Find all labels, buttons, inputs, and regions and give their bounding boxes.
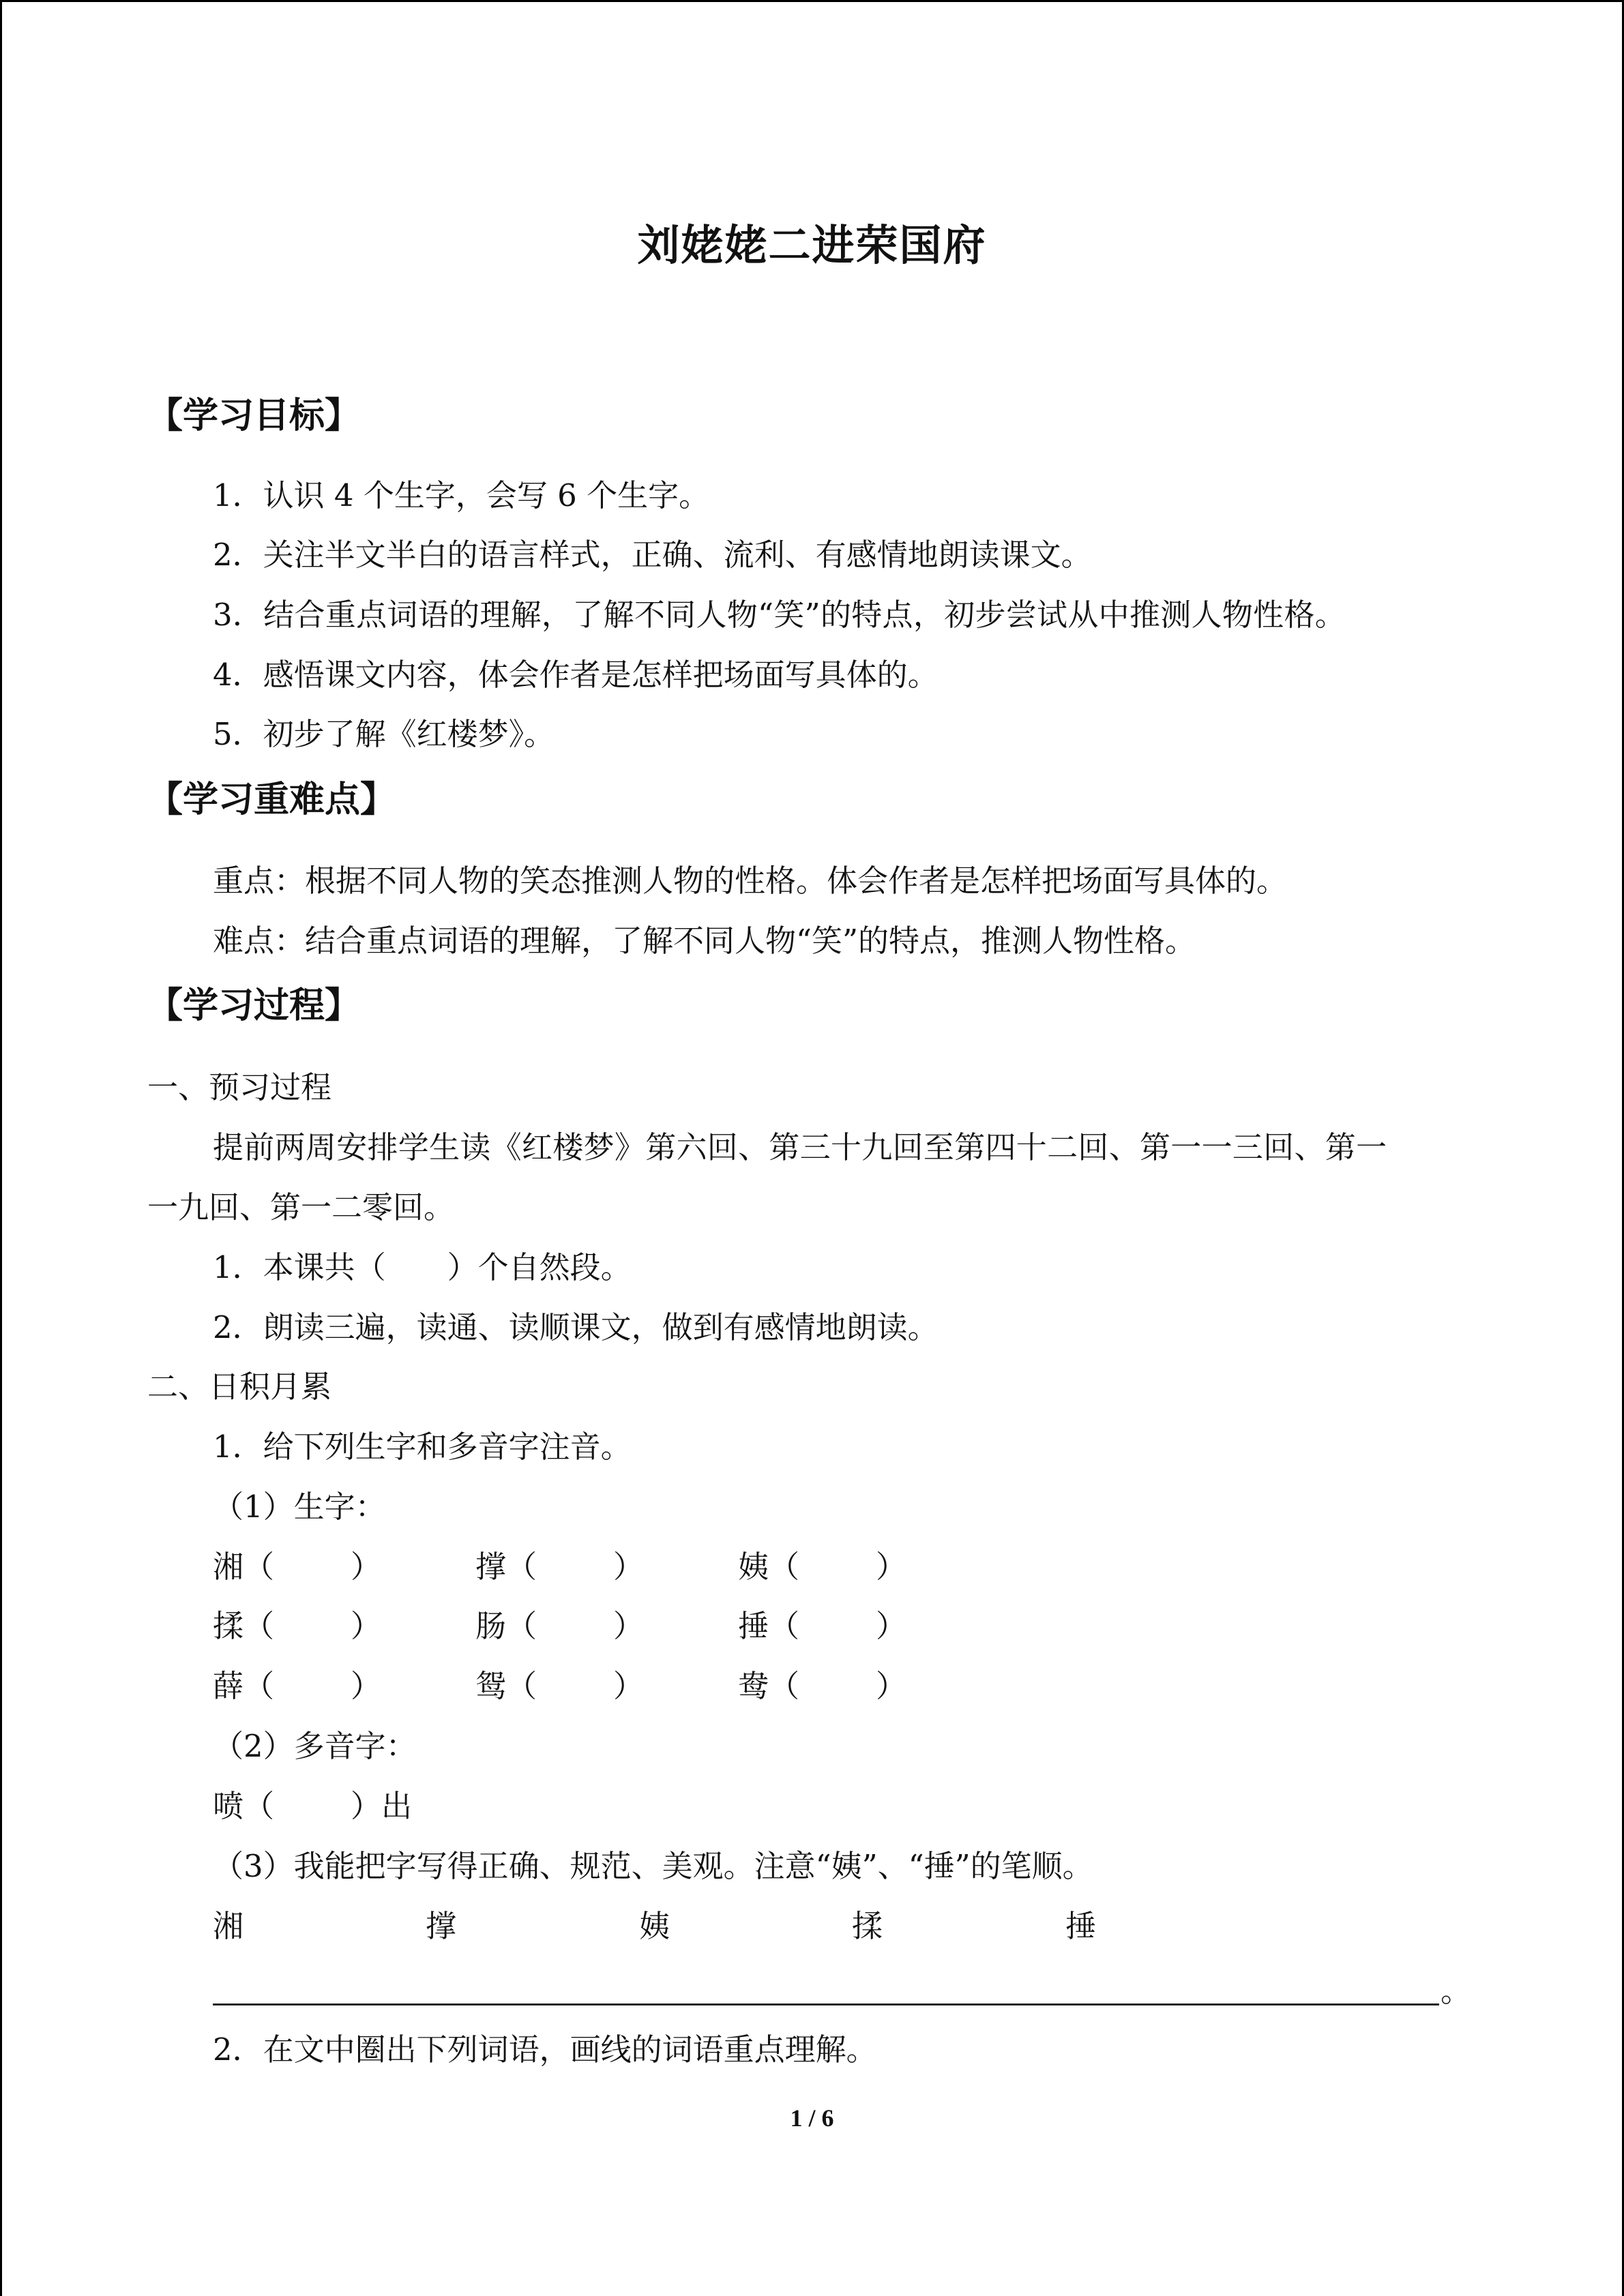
char-row (213, 1666, 963, 1707)
char: 薛 (213, 1668, 244, 1704)
vocab-question: 2．在文中圈出下列词语，画线的词语重点理解。 (213, 2031, 877, 2068)
char-row (213, 1547, 963, 1587)
writing-char: 捶 (1065, 1908, 1097, 1944)
key-point-text: 重点：根据不同人物的笑态推测人物的性格。体会作者是怎样把场面写具体的。 (213, 863, 1288, 899)
char-entry: 薛（ ） (213, 1668, 382, 1704)
objective-item: 3．结合重点词语的理解，了解不同人物“笑”的特点，初步尝试从中推测人物性格。 (213, 597, 1346, 633)
objectives-heading: 【学习目标】 (147, 396, 361, 436)
key-points-heading: 【学习重难点】 (147, 779, 396, 820)
char: 鸳 (475, 1668, 507, 1704)
char-entry: 鸯（ ） (738, 1668, 907, 1704)
page-border-top (0, 0, 1624, 2)
char: 鸯 (738, 1668, 769, 1704)
objective-item: 5．初步了解《红楼梦》。 (213, 716, 555, 752)
objective-item: 2．关注半文半白的语言样式，正确、流利、有感情地朗读课文。 (213, 537, 1092, 573)
writing-char: 湘 (213, 1908, 244, 1944)
char: 肠 (475, 1608, 507, 1644)
difficult-point-text: 难点：结合重点词语的理解，了解不同人物“笑”的特点，推测人物性格。 (213, 923, 1196, 959)
writing-char: 揉 (852, 1908, 883, 1944)
char-entry: 姨（ ） (738, 1549, 907, 1585)
page-title: 刘姥姥二进荣国府 (637, 220, 987, 270)
accumulate-question: 1．给下列生字和多音字注音。 (213, 1429, 632, 1465)
writing-char: 姨 (639, 1908, 670, 1944)
char: 湘 (213, 1549, 244, 1585)
char: 捶 (738, 1608, 769, 1644)
preview-question: 1．本课共（ ）个自然段。 (213, 1249, 632, 1285)
char-row (213, 1606, 963, 1647)
polyphone-subtitle: （2）多音字： (213, 1728, 417, 1764)
preview-question: 2．朗读三遍，读通、读顺课文，做到有感情地朗读。 (213, 1309, 939, 1345)
char: 喷 (213, 1788, 244, 1824)
page-number: 1 / 6 (790, 2104, 834, 2132)
preview-paragraph-line: 一九回、第一二零回。 (147, 1189, 455, 1225)
process-heading: 【学习过程】 (147, 985, 361, 1026)
char-entry: 撑（ ） (475, 1549, 645, 1585)
writing-practice-line[interactable] (213, 2003, 1439, 2006)
char-entry: 捶（ ） (738, 1608, 907, 1644)
char: 揉 (213, 1608, 244, 1644)
char-entry: 湘（ ） (213, 1549, 382, 1585)
preview-title: 一、预习过程 (147, 1069, 332, 1105)
objective-item: 4．感悟课文内容，体会作者是怎样把场面写具体的。 (213, 657, 939, 693)
char-entry: 肠（ ） (475, 1608, 645, 1644)
new-chars-subtitle: （1）生字： (213, 1489, 386, 1525)
char-entry: 揉（ ） (213, 1608, 382, 1644)
writing-subtitle: （3）我能把字写得正确、规范、美观。注意“姨”、“捶”的笔顺。 (213, 1848, 1093, 1884)
char-entry: 鸳（ ） (475, 1668, 645, 1704)
polyphone-entry: 喷（ ）出 (213, 1788, 413, 1824)
char: 撑 (475, 1549, 507, 1585)
writing-line-end: 。 (1441, 1973, 1472, 2009)
writing-chars-row (213, 1906, 1236, 1947)
char: 姨 (738, 1549, 769, 1585)
accumulate-title: 二、日积月累 (147, 1369, 332, 1405)
preview-paragraph-line: 提前两周安排学生读《红楼梦》第六回、第三十九回至第四十二回、第一一三回、第一 (213, 1129, 1387, 1165)
page-border-left (0, 0, 2, 2296)
objective-item: 1．认识 4 个生字，会写 6 个生字。 (213, 477, 710, 513)
writing-char: 撑 (426, 1908, 457, 1944)
